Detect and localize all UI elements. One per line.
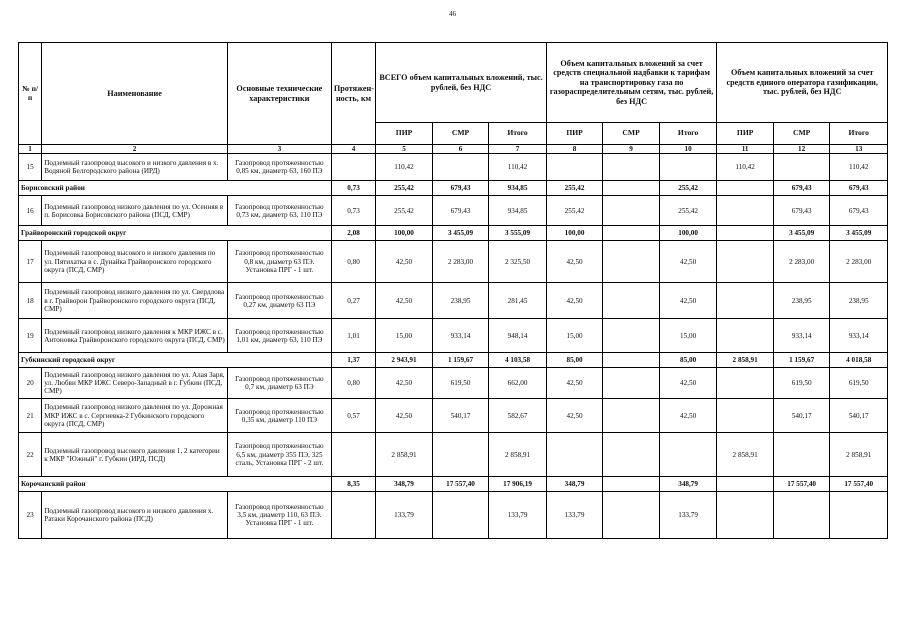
value-tariff-pir: 42,50 <box>546 241 603 283</box>
value-operator-pir: 2 858,91 <box>717 433 774 477</box>
technical-specs: Газопровод протяженностью 0,85 км, диаметр 63, 160 ПЭ <box>227 154 331 181</box>
value-total-pir: 348,79 <box>376 477 433 492</box>
value-operator-pir: 110,42 <box>717 154 774 181</box>
value-operator-pir <box>717 399 774 433</box>
value-tariff-sum <box>659 154 717 181</box>
value-operator-smr <box>773 154 830 181</box>
technical-specs: Газопровод протяженностью 0,8 км, диаметр 63 ПЭ. Установка ПРГ - 1 шт. <box>227 241 331 283</box>
table-row <box>19 368 888 399</box>
region-length: 8,35 <box>331 477 375 492</box>
value-operator-sum: 3 455,09 <box>830 226 888 241</box>
technical-specs: Газопровод протяженностью 0,7 км, диаметр 63 ПЭ <box>227 368 331 399</box>
table-row <box>19 196 888 226</box>
value-operator-sum: 238,95 <box>830 283 888 319</box>
row-number: 16 <box>19 196 42 226</box>
column-number-row <box>19 145 888 154</box>
column-number: 1 <box>19 145 42 154</box>
value-operator-smr: 679,43 <box>773 181 830 196</box>
region-length: 2,08 <box>331 226 375 241</box>
value-tariff-sum: 42,50 <box>659 241 717 283</box>
value-operator-pir <box>717 477 774 492</box>
technical-specs: Газопровод протяженностью 0,73 км, диаметр 63, 110 ПЭ <box>227 196 331 226</box>
row-number: 21 <box>19 399 42 433</box>
value-operator-sum: 2 858,91 <box>830 433 888 477</box>
value-total-sum: 662,00 <box>489 368 547 399</box>
technical-specs: Газопровод протяженностью 1,01 км, диаметр 63, 110 ПЭ <box>227 319 331 353</box>
subheader-pir: ПИР <box>376 123 433 145</box>
value-operator-smr: 679,43 <box>773 196 830 226</box>
column-number: 7 <box>489 145 547 154</box>
value-total-sum: 133,79 <box>489 492 547 539</box>
value-total-sum: 582,67 <box>489 399 547 433</box>
value-operator-sum: 933,14 <box>830 319 888 353</box>
region-length: 0,73 <box>331 181 375 196</box>
value-operator-smr: 238,95 <box>773 283 830 319</box>
value-tariff-sum: 42,50 <box>659 368 717 399</box>
length-km: 0,80 <box>331 368 375 399</box>
value-total-smr: 619,50 <box>432 368 489 399</box>
value-operator-pir <box>717 241 774 283</box>
value-tariff-pir: 255,42 <box>546 196 603 226</box>
value-tariff-sum: 42,50 <box>659 399 717 433</box>
value-total-pir: 255,42 <box>376 196 433 226</box>
subheader-smr: СМР <box>603 123 660 145</box>
row-number: 18 <box>19 283 42 319</box>
table-row <box>19 283 888 319</box>
subheader-smr: СМР <box>432 123 489 145</box>
object-name: Подземный газопровод высокого и низкого давления в х. Водяной Белгородского района (ИРД) <box>42 154 228 181</box>
region-name: Губкинский городской округ <box>19 353 332 368</box>
header-num: № п/п <box>19 43 42 145</box>
technical-specs: Газопровод протяженностью 0,27 км, диаметр 63 ПЭ <box>227 283 331 319</box>
column-number: 2 <box>42 145 228 154</box>
value-total-pir: 255,42 <box>376 181 433 196</box>
value-tariff-smr <box>603 181 660 196</box>
value-total-pir: 42,50 <box>376 283 433 319</box>
value-operator-smr: 933,14 <box>773 319 830 353</box>
column-number: 11 <box>717 145 774 154</box>
value-tariff-smr <box>603 492 660 539</box>
value-operator-sum: 110,42 <box>830 154 888 181</box>
value-total-pir: 2 858,91 <box>376 433 433 477</box>
value-total-smr: 933,14 <box>432 319 489 353</box>
value-tariff-smr <box>603 399 660 433</box>
column-number: 8 <box>546 145 603 154</box>
value-operator-smr: 1 159,67 <box>773 353 830 368</box>
row-number: 20 <box>19 368 42 399</box>
length-km: 0,57 <box>331 399 375 433</box>
value-total-smr: 540,17 <box>432 399 489 433</box>
value-total-pir: 110,42 <box>376 154 433 181</box>
region-name: Корочанский район <box>19 477 332 492</box>
subheader-pir: ПИР <box>717 123 774 145</box>
value-operator-sum: 540,17 <box>830 399 888 433</box>
region-length: 1,37 <box>331 353 375 368</box>
length-km: 1,01 <box>331 319 375 353</box>
table-row <box>19 241 888 283</box>
table-row <box>19 319 888 353</box>
subheader-total: Итого <box>830 123 888 145</box>
column-number: 3 <box>227 145 331 154</box>
column-number: 6 <box>432 145 489 154</box>
value-total-pir: 42,50 <box>376 399 433 433</box>
value-operator-sum: 17 557,40 <box>830 477 888 492</box>
column-number: 5 <box>376 145 433 154</box>
header-tariff-group: Объем капитальных вложений за счет средств специальной надбавки к тарифам на транспортировку газа по газораспределительным сетям, тыс. рублей, без НДС <box>546 43 717 123</box>
value-total-pir: 133,79 <box>376 492 433 539</box>
subheader-smr: СМР <box>773 123 830 145</box>
value-tariff-sum: 255,42 <box>659 181 717 196</box>
row-number: 15 <box>19 154 42 181</box>
value-tariff-smr <box>603 477 660 492</box>
column-number: 4 <box>331 145 375 154</box>
value-tariff-pir: 348,79 <box>546 477 603 492</box>
value-total-sum: 4 103,58 <box>489 353 547 368</box>
value-tariff-pir: 85,00 <box>546 353 603 368</box>
value-operator-sum: 2 283,00 <box>830 241 888 283</box>
value-operator-smr <box>773 492 830 539</box>
value-tariff-sum: 133,79 <box>659 492 717 539</box>
subheader-pir: ПИР <box>546 123 603 145</box>
value-total-smr <box>432 492 489 539</box>
length-km: 0,80 <box>331 241 375 283</box>
value-operator-pir <box>717 492 774 539</box>
value-total-pir: 100,00 <box>376 226 433 241</box>
value-operator-smr: 619,50 <box>773 368 830 399</box>
value-tariff-sum: 42,50 <box>659 283 717 319</box>
object-name: Подземный газопровод высокого и низкого давления по ул. Пятихатка в с. Дунайка Грайворонского городского округа (ПСД, СМР) <box>42 241 228 283</box>
length-km: 0,73 <box>331 196 375 226</box>
value-operator-pir <box>717 181 774 196</box>
header-length: Протяжен- ность, км <box>331 43 375 145</box>
value-tariff-smr <box>603 283 660 319</box>
column-number: 9 <box>603 145 660 154</box>
table-body <box>19 145 888 539</box>
value-operator-smr <box>773 433 830 477</box>
value-tariff-pir: 100,00 <box>546 226 603 241</box>
column-number: 10 <box>659 145 717 154</box>
header-name: Наименование <box>42 43 228 145</box>
capital-investment-table <box>18 42 888 539</box>
table-row <box>19 399 888 433</box>
value-tariff-smr <box>603 241 660 283</box>
value-tariff-smr <box>603 319 660 353</box>
column-number: 13 <box>830 145 888 154</box>
value-operator-pir <box>717 283 774 319</box>
value-total-pir: 42,50 <box>376 368 433 399</box>
value-operator-sum: 619,50 <box>830 368 888 399</box>
row-number: 22 <box>19 433 42 477</box>
technical-specs: Газопровод протяженностью 6,5 км, диаметр 355 ПЭ, 325 сталь, Установка ПРГ - 2 шт. <box>227 433 331 477</box>
value-tariff-sum: 15,00 <box>659 319 717 353</box>
value-operator-pir <box>717 226 774 241</box>
object-name: Подземный газопровод низкого давления по ул. Дорожная МКР ИЖС в с. Сергиевка-2 Губкинского городского округа (ПСД, СМР) <box>42 399 228 433</box>
length-km <box>331 154 375 181</box>
value-tariff-pir: 255,42 <box>546 181 603 196</box>
value-operator-sum <box>830 492 888 539</box>
value-tariff-sum: 85,00 <box>659 353 717 368</box>
value-tariff-smr <box>603 353 660 368</box>
table-row <box>19 492 888 539</box>
value-tariff-pir: 15,00 <box>546 319 603 353</box>
row-number: 23 <box>19 492 42 539</box>
value-tariff-pir <box>546 154 603 181</box>
object-name: Подземный газопровод низкого давления по ул. Алая Заря, ул. Любви МКР ИЖС Северо-Западный в г. Губкин (ПСД, СМР) <box>42 368 228 399</box>
column-number: 12 <box>773 145 830 154</box>
value-total-smr: 1 159,67 <box>432 353 489 368</box>
value-total-smr: 679,43 <box>432 196 489 226</box>
value-total-sum: 934,85 <box>489 196 547 226</box>
region-subtotal-row <box>19 226 888 241</box>
value-total-smr: 2 283,00 <box>432 241 489 283</box>
value-operator-sum: 679,43 <box>830 181 888 196</box>
value-operator-pir: 2 858,91 <box>717 353 774 368</box>
header-specs: Основные технические характеристики <box>227 43 331 145</box>
value-operator-pir <box>717 319 774 353</box>
length-km: 0,27 <box>331 283 375 319</box>
object-name: Подземный газопровод низкого давления по ул. Осенняя в п. Борисовка Борисовского района (ПСД, СМР) <box>42 196 228 226</box>
value-operator-pir <box>717 196 774 226</box>
value-tariff-smr <box>603 226 660 241</box>
value-tariff-pir: 42,50 <box>546 283 603 319</box>
value-operator-smr: 2 283,00 <box>773 241 830 283</box>
table-row <box>19 154 888 181</box>
region-subtotal-row <box>19 353 888 368</box>
value-tariff-sum: 348,79 <box>659 477 717 492</box>
value-operator-smr: 540,17 <box>773 399 830 433</box>
value-total-sum: 934,85 <box>489 181 547 196</box>
region-name: Борисовский район <box>19 181 332 196</box>
value-tariff-pir: 42,50 <box>546 368 603 399</box>
value-total-sum: 17 906,19 <box>489 477 547 492</box>
object-name: Подземный газопровод низкого давления по ул. Свердлова в г. Грайворон Грайворонского городского округа (ПСД, СМР) <box>42 283 228 319</box>
value-tariff-sum: 100,00 <box>659 226 717 241</box>
value-operator-sum: 4 018,58 <box>830 353 888 368</box>
value-total-sum: 948,14 <box>489 319 547 353</box>
value-total-pir: 15,00 <box>376 319 433 353</box>
value-operator-sum: 679,43 <box>830 196 888 226</box>
subheader-total: Итого <box>659 123 717 145</box>
value-operator-smr: 3 455,09 <box>773 226 830 241</box>
length-km <box>331 433 375 477</box>
value-tariff-pir: 133,79 <box>546 492 603 539</box>
technical-specs: Газопровод протяженностью 3,5 км, диаметр 110, 63 ПЭ. Установка ПРГ - 1 шт. <box>227 492 331 539</box>
value-total-smr: 679,43 <box>432 181 489 196</box>
subheader-total: Итого <box>489 123 547 145</box>
object-name: Подземный газопровод низкого давления к МКР ИЖС в с. Антоновка Грайворонского городского округа (ПСД, СМР) <box>42 319 228 353</box>
value-tariff-sum <box>659 433 717 477</box>
value-total-smr <box>432 433 489 477</box>
value-total-sum: 2 325,50 <box>489 241 547 283</box>
value-operator-pir <box>717 368 774 399</box>
length-km <box>331 492 375 539</box>
value-tariff-smr <box>603 368 660 399</box>
value-operator-smr: 17 557,40 <box>773 477 830 492</box>
object-name: Подземный газопровод высокого и низкого давления х. Ратаки Корочанского района (ПСД) <box>42 492 228 539</box>
value-tariff-sum: 255,42 <box>659 196 717 226</box>
row-number: 17 <box>19 241 42 283</box>
region-subtotal-row <box>19 181 888 196</box>
object-name: Подземный газопровод высокого давления 1, 2 категории к МКР "Южный" г. Губкин (ИРД, ПСД) <box>42 433 228 477</box>
region-name: Грайворонский городской округ <box>19 226 332 241</box>
technical-specs: Газопровод протяженностью 0,35 км, диаметр 110 ПЭ <box>227 399 331 433</box>
value-total-smr: 17 557,40 <box>432 477 489 492</box>
value-tariff-pir <box>546 433 603 477</box>
value-total-sum: 3 555,09 <box>489 226 547 241</box>
value-total-smr: 238,95 <box>432 283 489 319</box>
value-total-sum: 281,45 <box>489 283 547 319</box>
value-total-sum: 110,42 <box>489 154 547 181</box>
value-total-smr: 3 455,09 <box>432 226 489 241</box>
value-tariff-smr <box>603 433 660 477</box>
page-number: 46 <box>449 10 456 18</box>
value-tariff-smr <box>603 196 660 226</box>
header-total-group: ВСЕГО объем капитальных вложений, тыс. рублей, без НДС <box>376 43 547 123</box>
value-total-pir: 42,50 <box>376 241 433 283</box>
value-total-sum: 2 858,91 <box>489 433 547 477</box>
value-total-pir: 2 943,91 <box>376 353 433 368</box>
region-subtotal-row <box>19 477 888 492</box>
value-tariff-smr <box>603 154 660 181</box>
table-row <box>19 433 888 477</box>
header-operator-group: Объем капитальных вложений за счет средств единого оператора газификации, тыс. рублей, без НДС <box>717 43 888 123</box>
row-number: 19 <box>19 319 42 353</box>
value-tariff-pir: 42,50 <box>546 399 603 433</box>
value-total-smr <box>432 154 489 181</box>
